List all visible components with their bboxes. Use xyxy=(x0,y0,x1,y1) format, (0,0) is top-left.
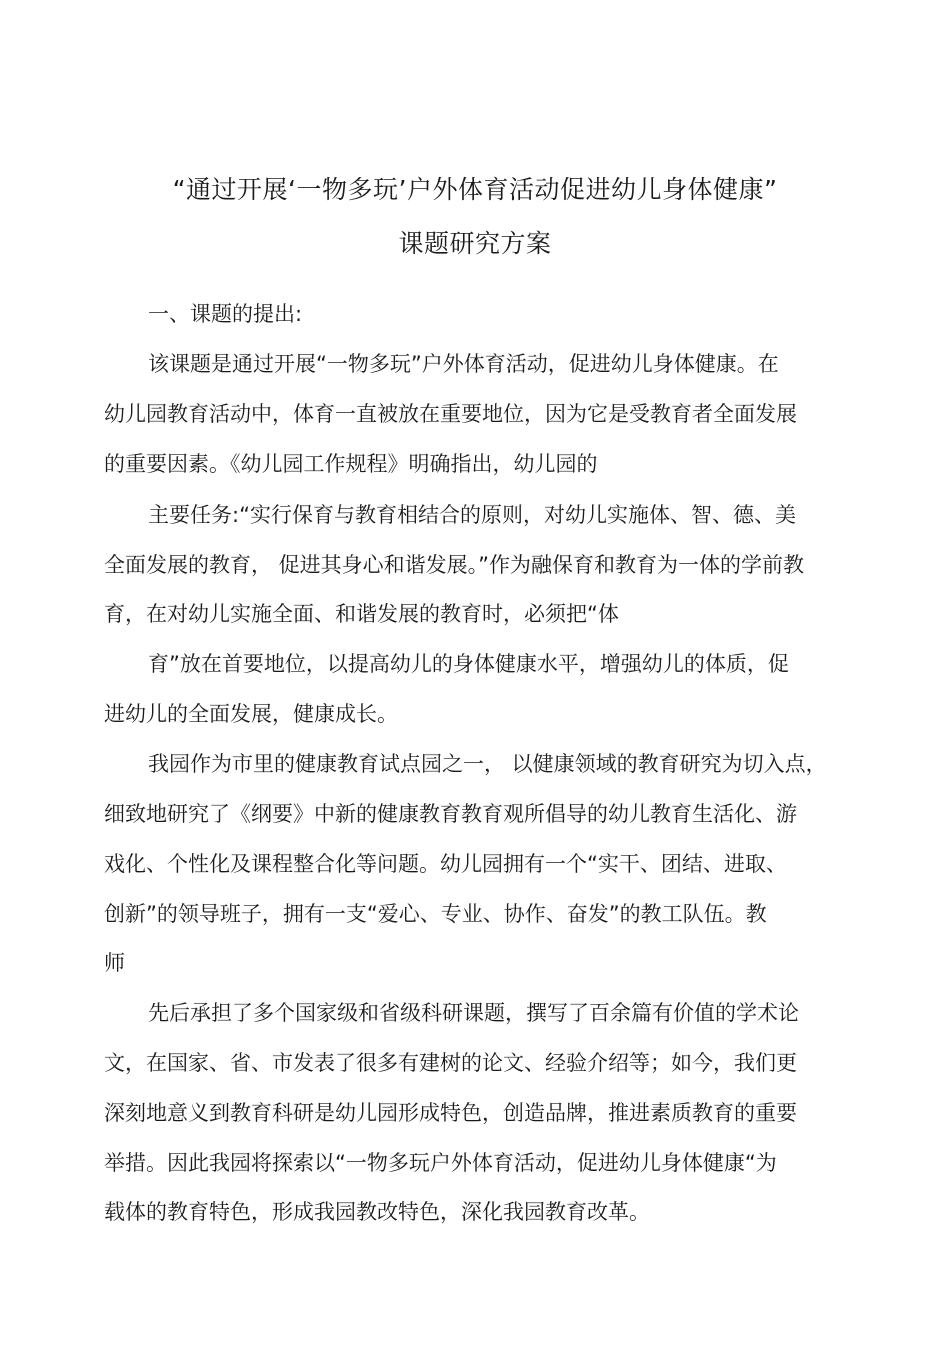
body-line-12: 创新”的领导班子，拥有一支“爱心、专业、协作、奋发”的教工队伍。教 xyxy=(104,902,767,926)
body-line-4: 主要任务:“实行保育与教育相结合的原则，对幼儿实施体、智、德、美 xyxy=(148,503,796,527)
section-heading: 一、课题的提出: xyxy=(148,302,303,326)
body-line-2: 幼儿园教育活动中，体育一直被放在重要地位，因为它是受教育者全面发展 xyxy=(104,402,797,426)
body-line-11: 戏化、个性化及课程整合化等问题。幼儿园拥有一个“实干、团结、进取、 xyxy=(104,852,787,876)
body-line-8: 进幼儿的全面发展，健康成长。 xyxy=(104,702,398,726)
body-line-10: 细致地研究了《纲要》中新的健康教育教育观所倡导的幼儿教育生活化、游 xyxy=(104,802,797,826)
body-line-3: 的重要因素。《幼儿园工作规程》明确指出，幼儿园的 xyxy=(104,452,598,476)
body-line-7: 育”放在首要地位，以提高幼儿的身体健康水平，增强幼儿的体质，促 xyxy=(148,652,789,676)
body-line-1: 该课题是通过开展“一物多玩”户外体育活动，促进幼儿身体健康。在 xyxy=(148,352,779,376)
body-line-13: 师 xyxy=(104,951,125,975)
body-line-6: 育，在对幼儿实施全面、和谐发展的教育时，必须把“体 xyxy=(104,602,619,626)
document-title-line-1: “通过开展‘一物多玩’户外体育活动促进幼儿身体健康” xyxy=(172,175,778,204)
body-line-5: 全面发展的教育， 促进其身心和谐发展。”作为融保育和教育为一体的学前教 xyxy=(104,553,805,577)
body-line-9: 我园作为市里的健康教育试点园之一， 以健康领域的教育研究为切入点， xyxy=(148,752,827,776)
body-line-18: 载体的教育特色，形成我园教改特色，深化我园教育改革。 xyxy=(104,1200,650,1224)
body-line-16: 深刻地意义到教育科研是幼儿园形成特色，创造品牌，推进素质教育的重要 xyxy=(104,1101,797,1125)
document-title-line-2: 课题研究方案 xyxy=(398,229,552,258)
body-line-15: 文，在国家、省、市发表了很多有建树的论文、经验介绍等；如今，我们更 xyxy=(104,1051,797,1075)
body-line-14: 先后承担了多个国家级和省级科研课题，撰写了百余篇有价值的学术论 xyxy=(148,1001,799,1025)
body-line-17: 举措。因此我园将探索以“一物多玩户外体育活动，促进幼儿身体健康“为 xyxy=(104,1151,777,1175)
